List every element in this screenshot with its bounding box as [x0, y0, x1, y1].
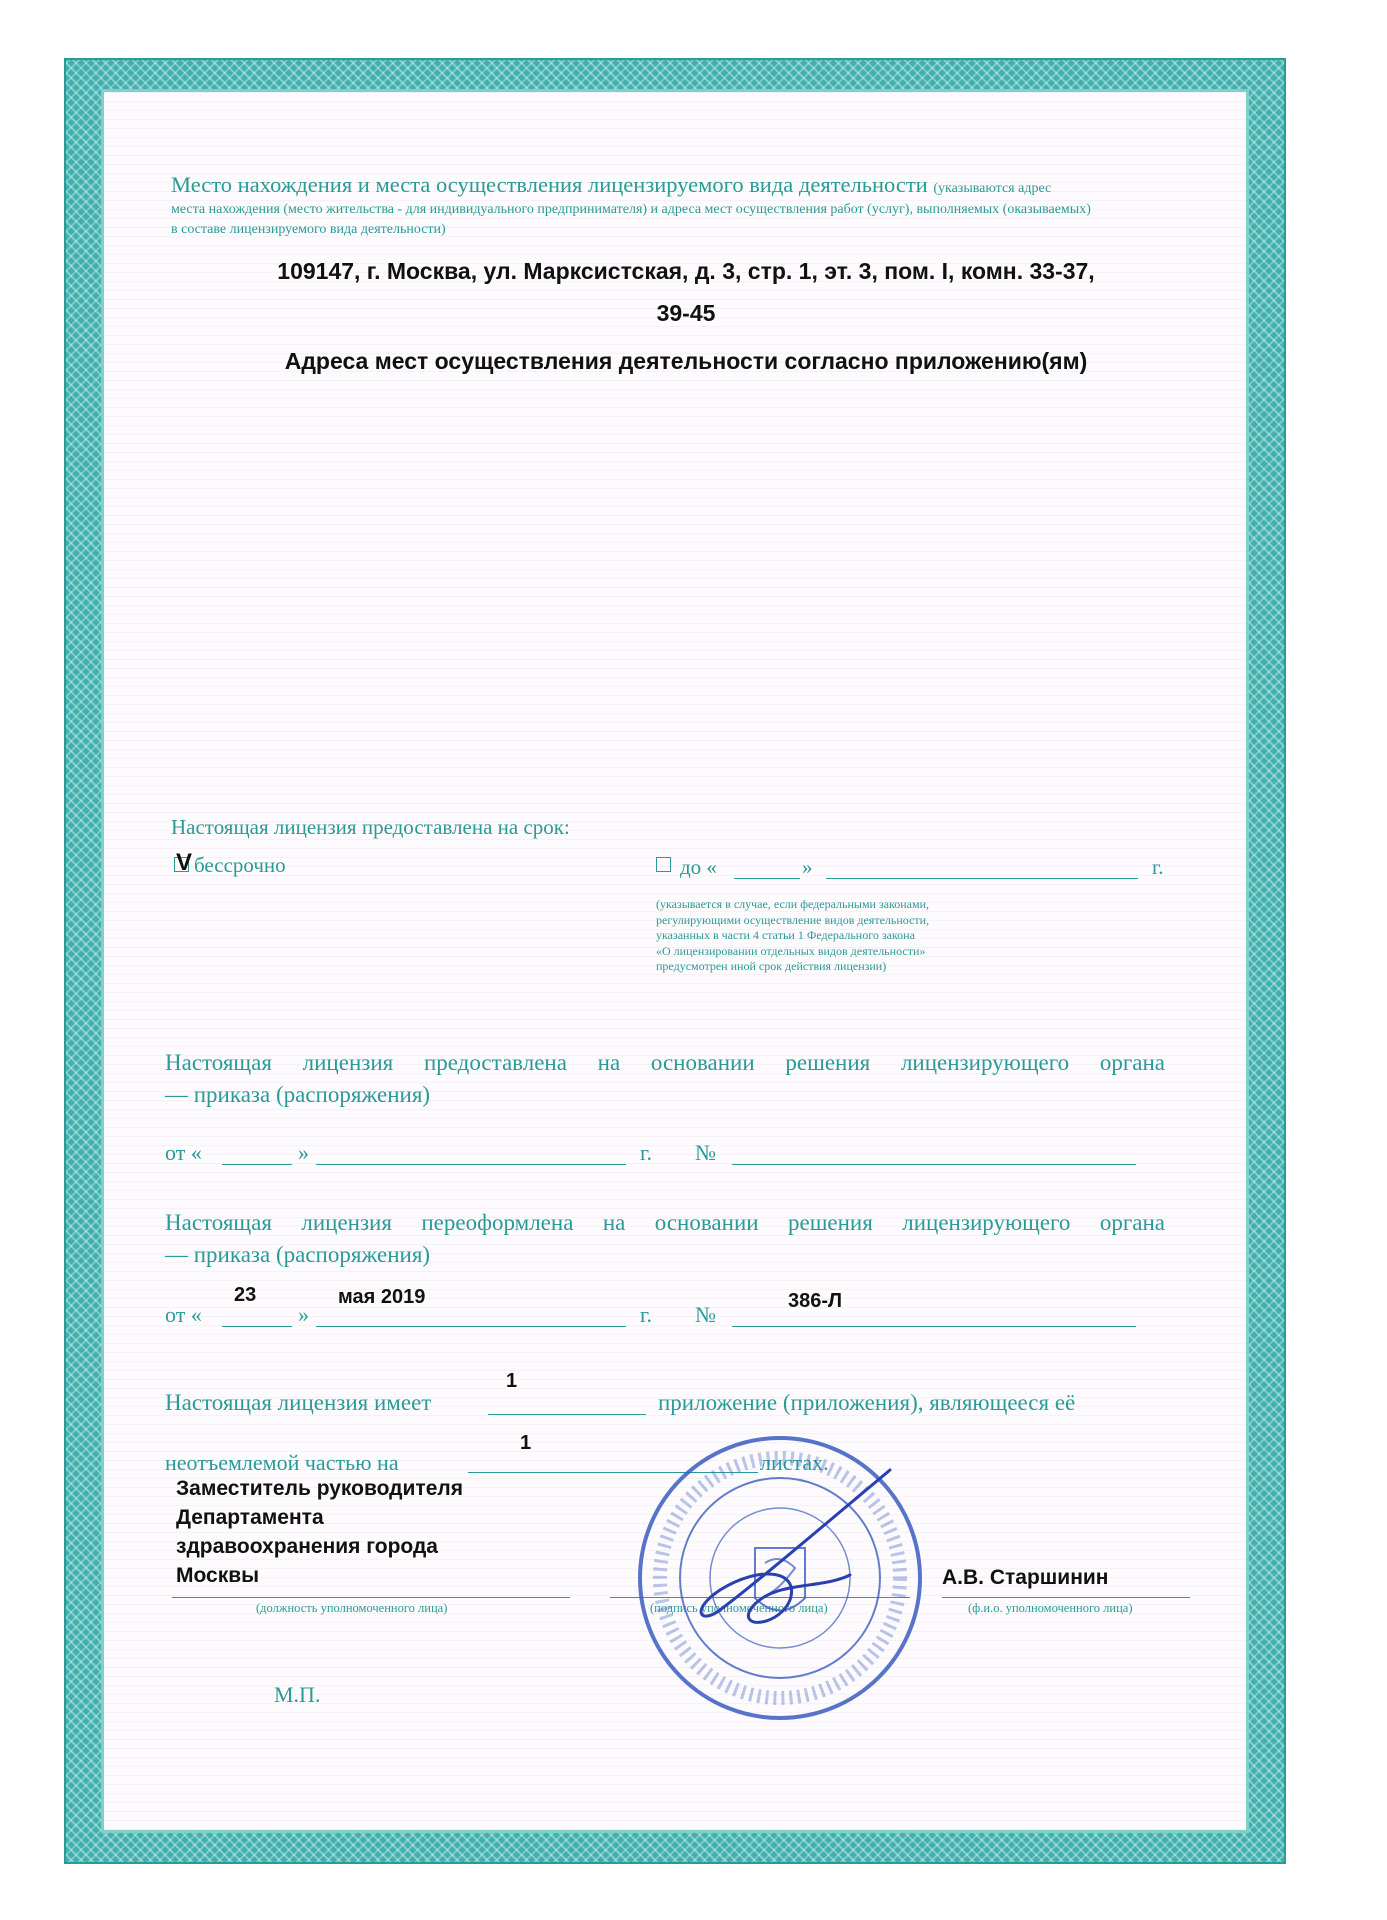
signature-scribble: [680, 1460, 940, 1640]
term-label: Настоящая лицензия предоставлена на срок:: [171, 815, 570, 839]
grant-quote-close: »: [298, 1140, 309, 1165]
until-checkbox[interactable]: [656, 857, 671, 872]
seal-label: М.П.: [274, 1682, 321, 1707]
grant-month-line: [316, 1164, 626, 1165]
grant-line-2: — приказа (распоряжения): [165, 1082, 431, 1107]
appendix-count-line: [488, 1414, 646, 1415]
caption-signature: (подпись уполномоченного лица): [650, 1601, 828, 1615]
reissue-number-line: [732, 1326, 1136, 1327]
grant-from-label: от «: [165, 1140, 202, 1165]
sheets-label: листах.: [760, 1450, 829, 1475]
until-month-line: [826, 878, 1138, 879]
appendix-label-3: неотъемлемой частью на: [165, 1450, 399, 1475]
reissue-quote-close: »: [298, 1302, 309, 1327]
address-note: Адреса мест осуществления деятельности согласно приложению(ям): [284, 348, 1088, 374]
address-line-2: 39-45: [656, 300, 716, 326]
check-mark: V: [176, 849, 193, 876]
caption-name: (ф.и.о. уполномоченного лица): [968, 1601, 1133, 1615]
until-year-suffix: г.: [1152, 855, 1164, 879]
appendix-count: 1: [506, 1370, 518, 1392]
reissue-month-line: [316, 1326, 626, 1327]
unlimited-label: бессрочно: [194, 853, 286, 877]
reissue-year-suffix: г.: [640, 1302, 653, 1327]
reissue-day-line: [222, 1326, 292, 1327]
location-heading: Место нахождения и места осуществления лицензируемого вида деятельности (указываются адрес: [171, 172, 1052, 197]
location-note: места нахождения (место жительства - для индивидуального предпринимателя) и адреса мест осуществления работ (услуг), выполняемых (оказываемых): [171, 202, 1091, 217]
name-line: [942, 1597, 1190, 1598]
sheets-count: 1: [520, 1432, 532, 1454]
location-note-2: в составе лицензируемого вида деятельности): [171, 222, 446, 237]
position-line: [172, 1597, 570, 1598]
reissue-number-label: №: [695, 1302, 716, 1327]
signer-name: А.В. Старшинин: [942, 1566, 1109, 1589]
appendix-label: Настоящая лицензия имеет: [165, 1390, 432, 1415]
until-day-line: [734, 878, 800, 879]
reissue-day: 23: [234, 1284, 257, 1306]
reissue-line-2: — приказа (распоряжения): [165, 1242, 431, 1267]
grant-line-1: Настоящая лицензия предоставлена на основании решения лицензирующего органа: [165, 1050, 1165, 1075]
signer-position: Заместитель руководителя Департамента здравоохранения города Москвы: [176, 1477, 463, 1587]
reissue-from-label: от «: [165, 1302, 202, 1327]
until-close: »: [802, 855, 813, 879]
address-line-1: 109147, г. Москва, ул. Марксистская, д. 3, стр. 1, эт. 3, пом. I, комн. 33-37,: [277, 258, 1095, 284]
appendix-label-2: приложение (приложения), являющееся её: [658, 1390, 1076, 1415]
term-note: (указывается в случае, если федеральными законами, регулирующими осуществление видов деятельности, указанных в части 4 статьи 1 Федерального закона «О лицензировании отдельных видов деятельности» предусмотрен иной срок действия лицензии): [656, 897, 930, 973]
reissue-month-year: мая 2019: [338, 1286, 426, 1308]
until-label: до «: [680, 855, 717, 879]
grant-day-line: [222, 1164, 292, 1165]
reissue-line-1: Настоящая лицензия переоформлена на основании решения лицензирующего органа: [165, 1210, 1165, 1235]
grant-year-suffix: г.: [640, 1140, 653, 1165]
caption-position: (должность уполномоченного лица): [256, 1601, 448, 1615]
reissue-number: 386-Л: [788, 1290, 843, 1312]
grant-number-label: №: [695, 1140, 716, 1165]
grant-number-line: [732, 1164, 1136, 1165]
